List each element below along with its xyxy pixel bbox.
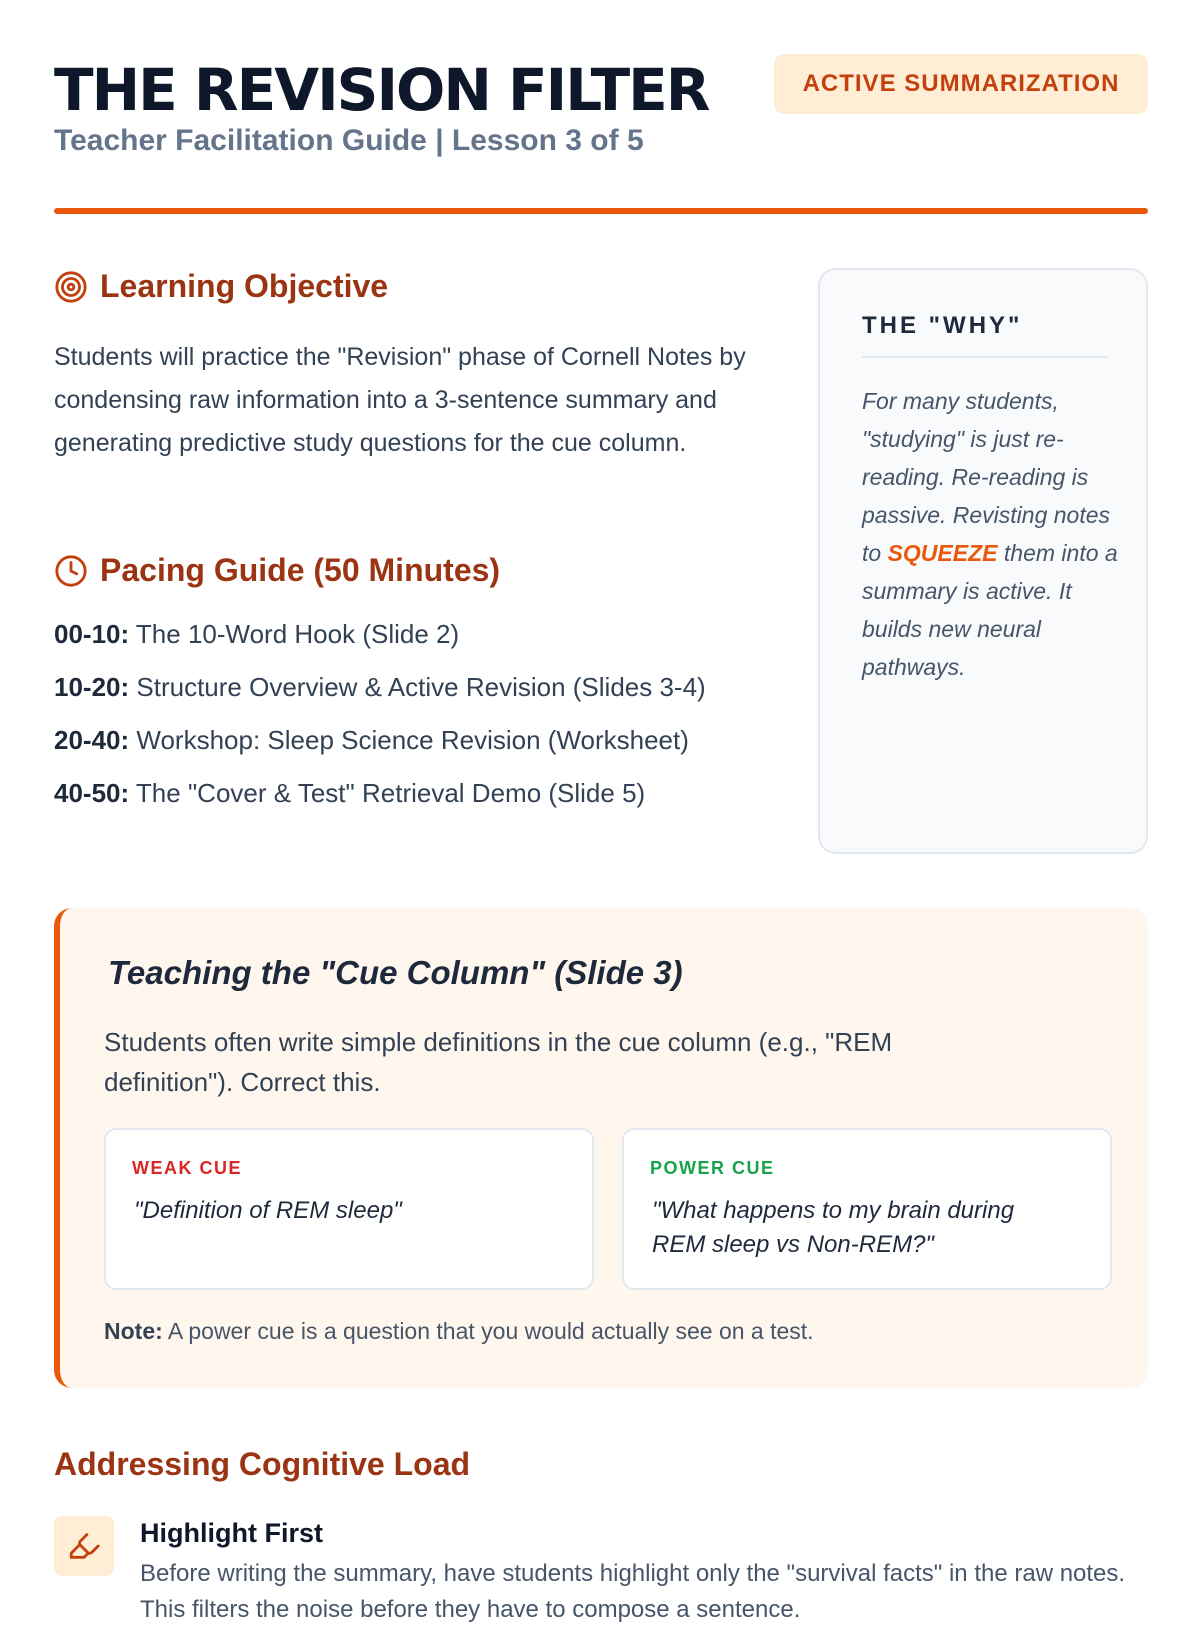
objective-text: Students will practice the "Revision" phase of Cornell Notes by condensing raw information into a 3-sentence summary and generating predictive study questions for the cue column.: [54, 343, 746, 457]
power-cue-card: [622, 1128, 1112, 1290]
why-text-before: For many students, "studying" is just re-reading. Re-reading is passive. Revisting notes to: [862, 388, 1111, 566]
pacing-time: 40-50:: [54, 778, 130, 808]
why-highlight: SQUEEZE: [887, 540, 998, 566]
pacing-activity: Workshop: Sleep Science Revision (Worksheet): [136, 725, 689, 755]
pacing-heading-text: Pacing Guide (50 Minutes): [100, 552, 501, 588]
pacing-item: [54, 667, 784, 707]
pacing-time: 10-20:: [54, 672, 130, 702]
cognitive-load-item: [54, 1516, 1148, 1623]
pacing-activity: The "Cover & Test" Retrieval Demo (Slide 5): [135, 778, 646, 808]
why-text: [862, 382, 1118, 686]
target-icon: [54, 270, 88, 304]
pacing-activity: Structure Overview & Active Revision (Slides 3-4): [136, 672, 706, 702]
cognitive-load-item-text: Before writing the summary, have students highlight only the "survival facts" in the raw notes. This filters the noise before they have to compose a sentence.: [140, 1560, 1126, 1623]
clock-icon: [54, 554, 88, 588]
header-divider: [54, 208, 1148, 214]
highlighter-icon: [54, 1516, 114, 1576]
weak-cue-text: "Definition of REM sleep": [134, 1197, 402, 1224]
objective-heading-text: Learning Objective: [100, 268, 389, 304]
why-divider: [862, 356, 1108, 358]
cue-description: Students often write simple definitions in the cue column (e.g., "REM definition"). Correct this.: [104, 1027, 893, 1097]
pacing-item: [54, 720, 784, 760]
power-cue-label: POWER CUE: [650, 1158, 775, 1178]
weak-cue-label: WEAK CUE: [132, 1158, 242, 1178]
lesson-badge: ACTIVE SUMMARIZATION: [774, 54, 1148, 114]
pacing-item: [54, 614, 784, 654]
page-subtitle: Teacher Facilitation Guide | Lesson 3 of 5: [54, 124, 644, 157]
cognitive-load-item-title: Highlight First: [140, 1518, 323, 1548]
weak-cue-card: [104, 1128, 594, 1290]
why-title: THE "WHY": [862, 312, 1023, 339]
pacing-time: 20-40:: [54, 725, 130, 755]
pacing-activity: The 10-Word Hook (Slide 2): [135, 619, 460, 649]
pacing-item: [54, 773, 784, 813]
why-card: [818, 268, 1148, 854]
cue-note-text: A power cue is a question that you would actually see on a test.: [162, 1318, 814, 1344]
objective-heading: [54, 268, 388, 305]
page-header: [54, 52, 1148, 216]
pacing-time: 00-10:: [54, 619, 130, 649]
cue-column-callout: [54, 908, 1148, 1388]
cognitive-load-heading-text: Addressing Cognitive Load: [54, 1446, 471, 1482]
cue-title: Teaching the "Cue Column" (Slide 3): [108, 954, 683, 991]
cue-note: [104, 1318, 814, 1345]
page-title: THE REVISION FILTER: [54, 56, 709, 124]
pacing-list: [54, 614, 784, 826]
cue-note-label: Note:: [104, 1318, 163, 1344]
pacing-heading: [54, 552, 500, 589]
why-text-after: them into a summary is active. It builds new neural pathways.: [862, 540, 1118, 680]
power-cue-text: "What happens to my brain during REM sleep vs Non-REM?": [652, 1197, 1015, 1258]
cognitive-load-heading: [54, 1446, 470, 1483]
